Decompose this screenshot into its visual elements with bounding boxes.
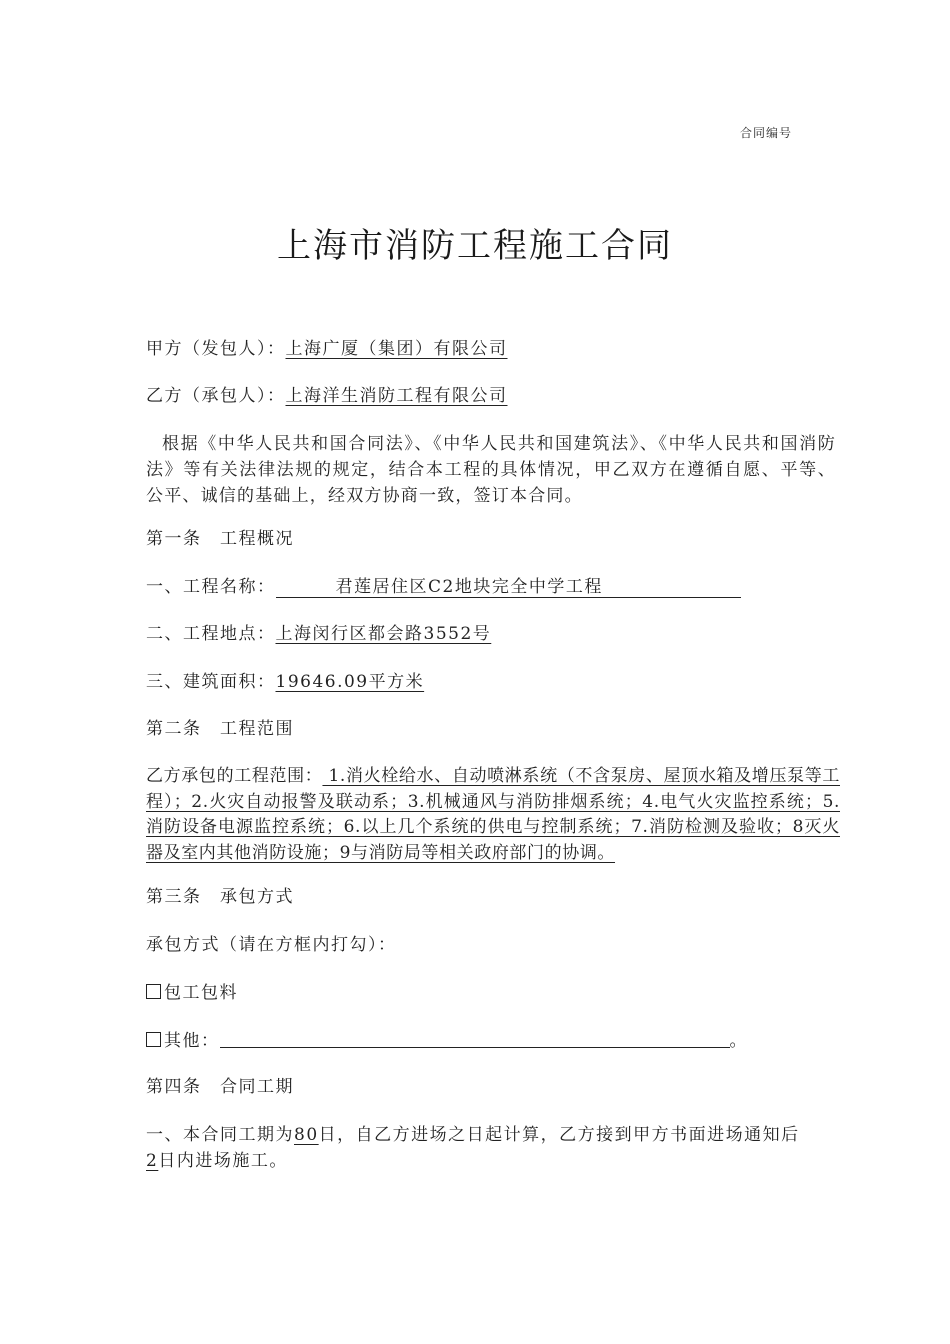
- article-2-heading: 第二条 工程范围: [146, 719, 294, 739]
- work-scope-paragraph: [146, 764, 840, 866]
- article-1-heading: 第一条 工程概况: [146, 529, 294, 549]
- duration-text-c: 日内进场施工。: [158, 1151, 288, 1171]
- project-location-value: 上海闵行区都会路3552号: [275, 624, 492, 644]
- party-b-value: 上海洋生消防工程有限公司: [285, 386, 508, 406]
- preamble-paragraph: 根据《中华人民共和国合同法》、《中华人民共和国建筑法》、《中华人民共和国消防法》等有关法律法规的规定，结合本工程的具体情况，甲乙双方在遵循自愿、平等、公平、诚信的基础上，经双方协商一致，签订本合同。: [146, 434, 836, 506]
- party-b-label: 乙方（承包人）：: [146, 386, 286, 406]
- option-other[interactable]: [146, 1029, 748, 1053]
- project-location-label: 二、工程地点：: [146, 624, 276, 644]
- work-scope-value: 1.消火栓给水、自动喷淋系统（不含泵房、屋顶水箱及增压泵等工程）；2.火灾自动报警及联动系；3.机械通风与消防排烟系统；4.电气火灾监控系统；5.消防设备电源监控系统；6.以上几个系统的供电与控制系统；7.消防检测及验收；8灭火器及室内其他消防设施；9与消防局等相关政府部门的协调。: [146, 766, 840, 863]
- project-name-line: [146, 575, 741, 599]
- contract-number-label: 合同编号: [740, 126, 793, 140]
- option-labor-and-materials[interactable]: [146, 981, 238, 1005]
- checkbox-other[interactable]: [146, 1032, 161, 1047]
- contract-mode-instruction: 承包方式（请在方框内打勾）：: [146, 935, 397, 955]
- project-name-value: 君莲居住区C2地块完全中学工程: [276, 577, 741, 598]
- option-labor-and-materials-label: 包工包料: [164, 983, 238, 1003]
- article-4-heading: 第四条 合同工期: [146, 1077, 294, 1097]
- entry-days-value: 2: [146, 1151, 159, 1171]
- party-b-line: [146, 384, 508, 408]
- option-other-label: 其他：: [164, 1031, 220, 1051]
- option-other-end: 。: [729, 1031, 748, 1051]
- duration-days-value: 80: [294, 1125, 319, 1145]
- project-location-line: [146, 622, 491, 646]
- party-a-value: 上海广厦（集团）有限公司: [285, 339, 508, 359]
- checkbox-labor-and-materials[interactable]: [146, 984, 161, 999]
- building-area-value: 19646.09平方米: [275, 672, 425, 692]
- party-a-label: 甲方（发包人）：: [146, 339, 286, 359]
- duration-text-a: 一、本合同工期为: [146, 1125, 294, 1145]
- duration-line-2: [146, 1149, 288, 1173]
- duration-line-1: [146, 1123, 800, 1147]
- building-area-line: [146, 670, 424, 694]
- work-scope-label: 乙方承包的工程范围：: [146, 766, 323, 786]
- article-3-heading: 第三条 承包方式: [146, 887, 294, 907]
- building-area-label: 三、建筑面积：: [146, 672, 276, 692]
- project-name-label: 一、工程名称：: [146, 577, 276, 597]
- document-title: 上海市消防工程施工合同: [277, 226, 673, 266]
- party-a-line: [146, 337, 508, 361]
- other-blank-line[interactable]: [220, 1031, 730, 1048]
- duration-text-b: 日，自乙方进场之日起计算，乙方接到甲方书面进场通知后: [318, 1125, 800, 1145]
